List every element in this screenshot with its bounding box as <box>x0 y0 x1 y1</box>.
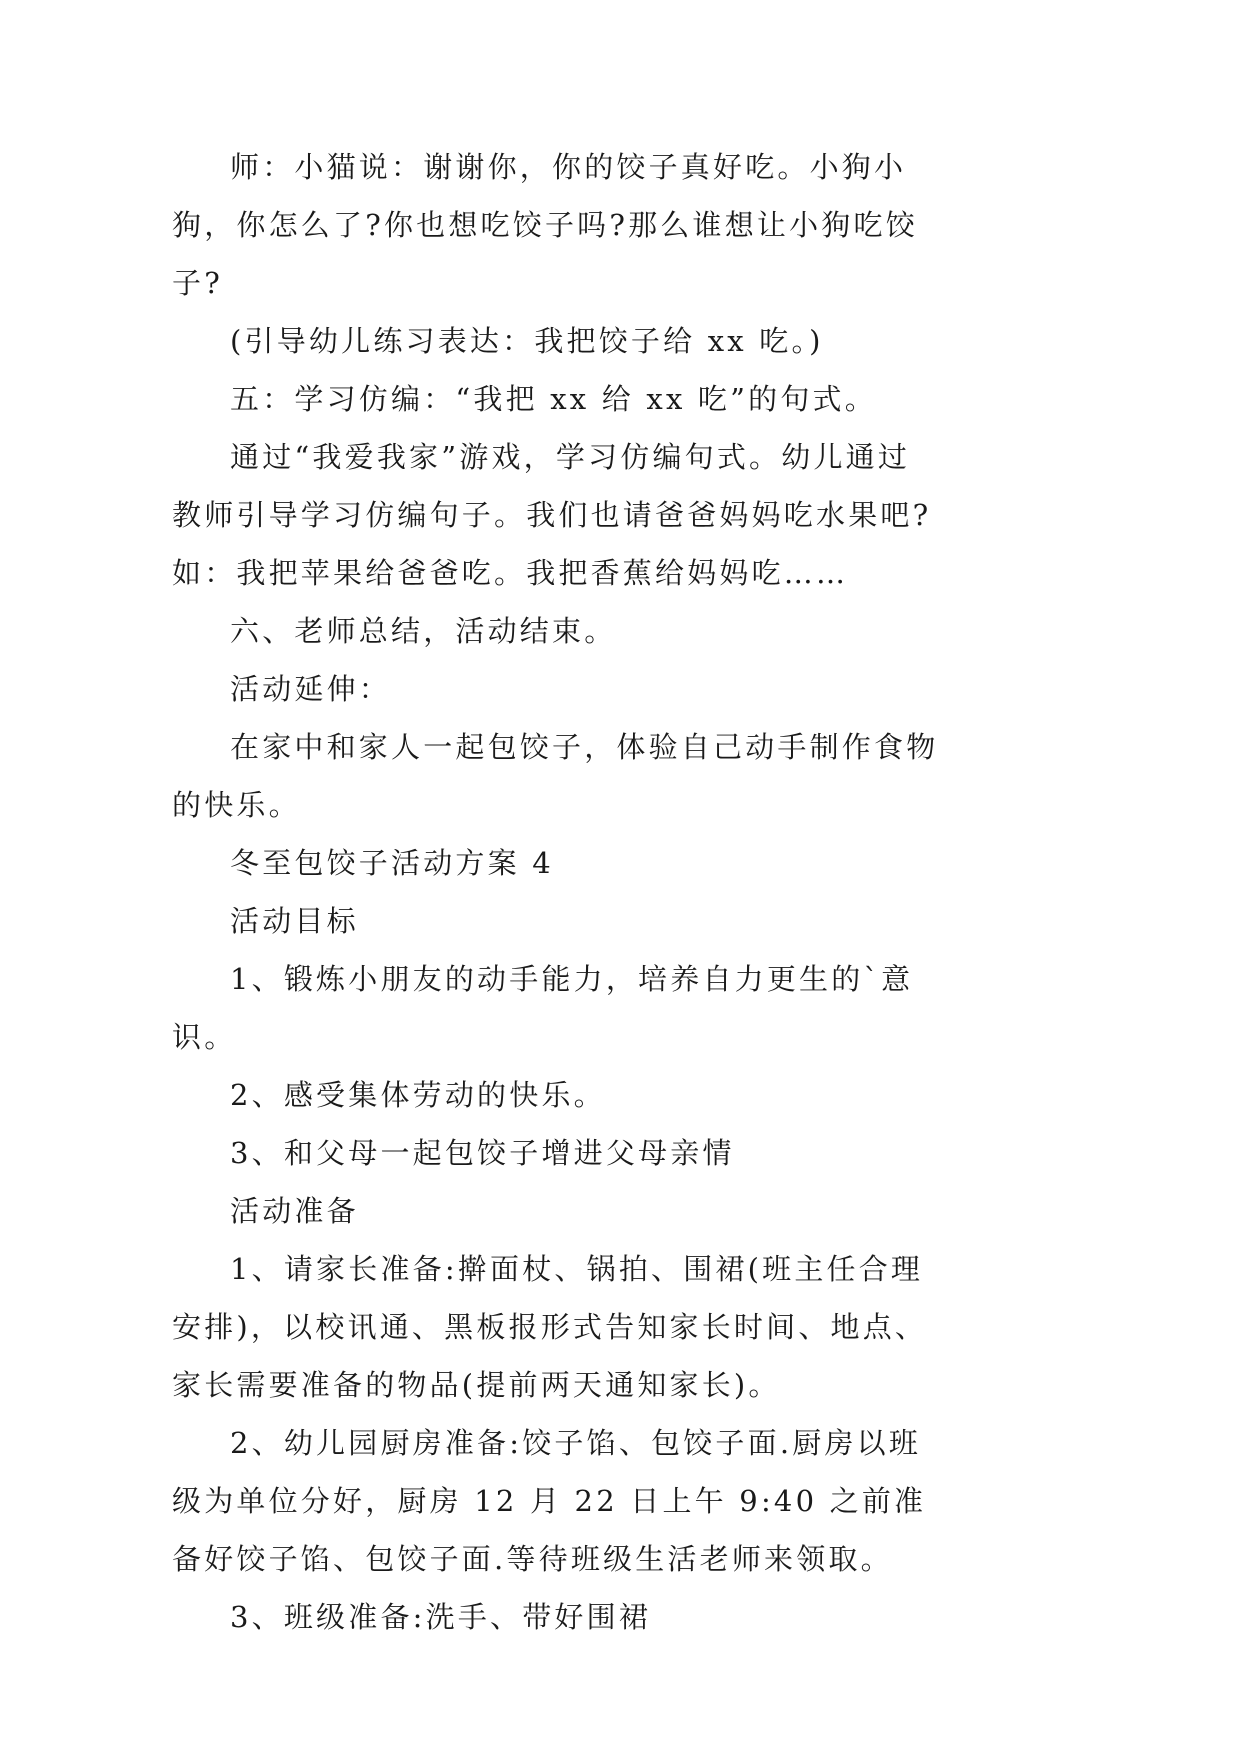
paragraph-guide-expression: (引导幼儿练习表达：我把饺子给 xx 吃。) <box>230 324 824 358</box>
heading-activity-preparation: 活动准备 <box>230 1194 359 1228</box>
heading-plan-4: 冬至包饺子活动方案 4 <box>230 846 554 880</box>
document-body <box>172 138 942 1646</box>
paragraph-game-practice: 通过“我爱我家”游戏，学习仿编句式。幼儿通过教师引导学习仿编句子。我们也请爸爸妈妈吃水果吧?如：我把苹果给爸爸吃。我把香蕉给妈妈吃…… <box>172 440 932 590</box>
preparation-item-3: 3、班级准备:洗手、带好围裙 <box>230 1600 652 1634</box>
paragraph-teacher-cat-dialogue: 师：小猫说：谢谢你，你的饺子真好吃。小狗小狗，你怎么了?你也想吃饺子吗?那么谁想让小狗吃饺子? <box>172 150 918 300</box>
paragraph-step-five: 五：学习仿编：“我把 xx 给 xx 吃”的句式。 <box>230 382 877 416</box>
paragraph-step-six: 六、老师总结，活动结束。 <box>230 614 617 648</box>
goal-item-3: 3、和父母一起包饺子增进父母亲情 <box>230 1136 735 1170</box>
goal-item-2: 2、感受集体劳动的快乐。 <box>230 1078 606 1112</box>
paragraph-extension-detail: 在家中和家人一起包饺子，体验自己动手制作食物的快乐。 <box>172 730 939 822</box>
heading-activity-goals: 活动目标 <box>230 904 359 938</box>
preparation-item-2: 2、幼儿园厨房准备:饺子馅、包饺子面.厨房以班级为单位分好，厨房 12 月 22 日上午 9:40 之前准备好饺子馅、包饺子面.等待班级生活老师来领取。 <box>172 1426 927 1576</box>
goal-item-1: 1、锻炼小朋友的动手能力，培养自力更生的`意识。 <box>172 962 914 1054</box>
preparation-item-1: 1、请家长准备:擀面杖、锅拍、围裙(班主任合理安排)，以校讯通、黑板报形式告知家长时间、地点、家长需要准备的物品(提前两天通知家长)。 <box>172 1252 928 1402</box>
heading-activity-extension: 活动延伸： <box>230 672 392 706</box>
